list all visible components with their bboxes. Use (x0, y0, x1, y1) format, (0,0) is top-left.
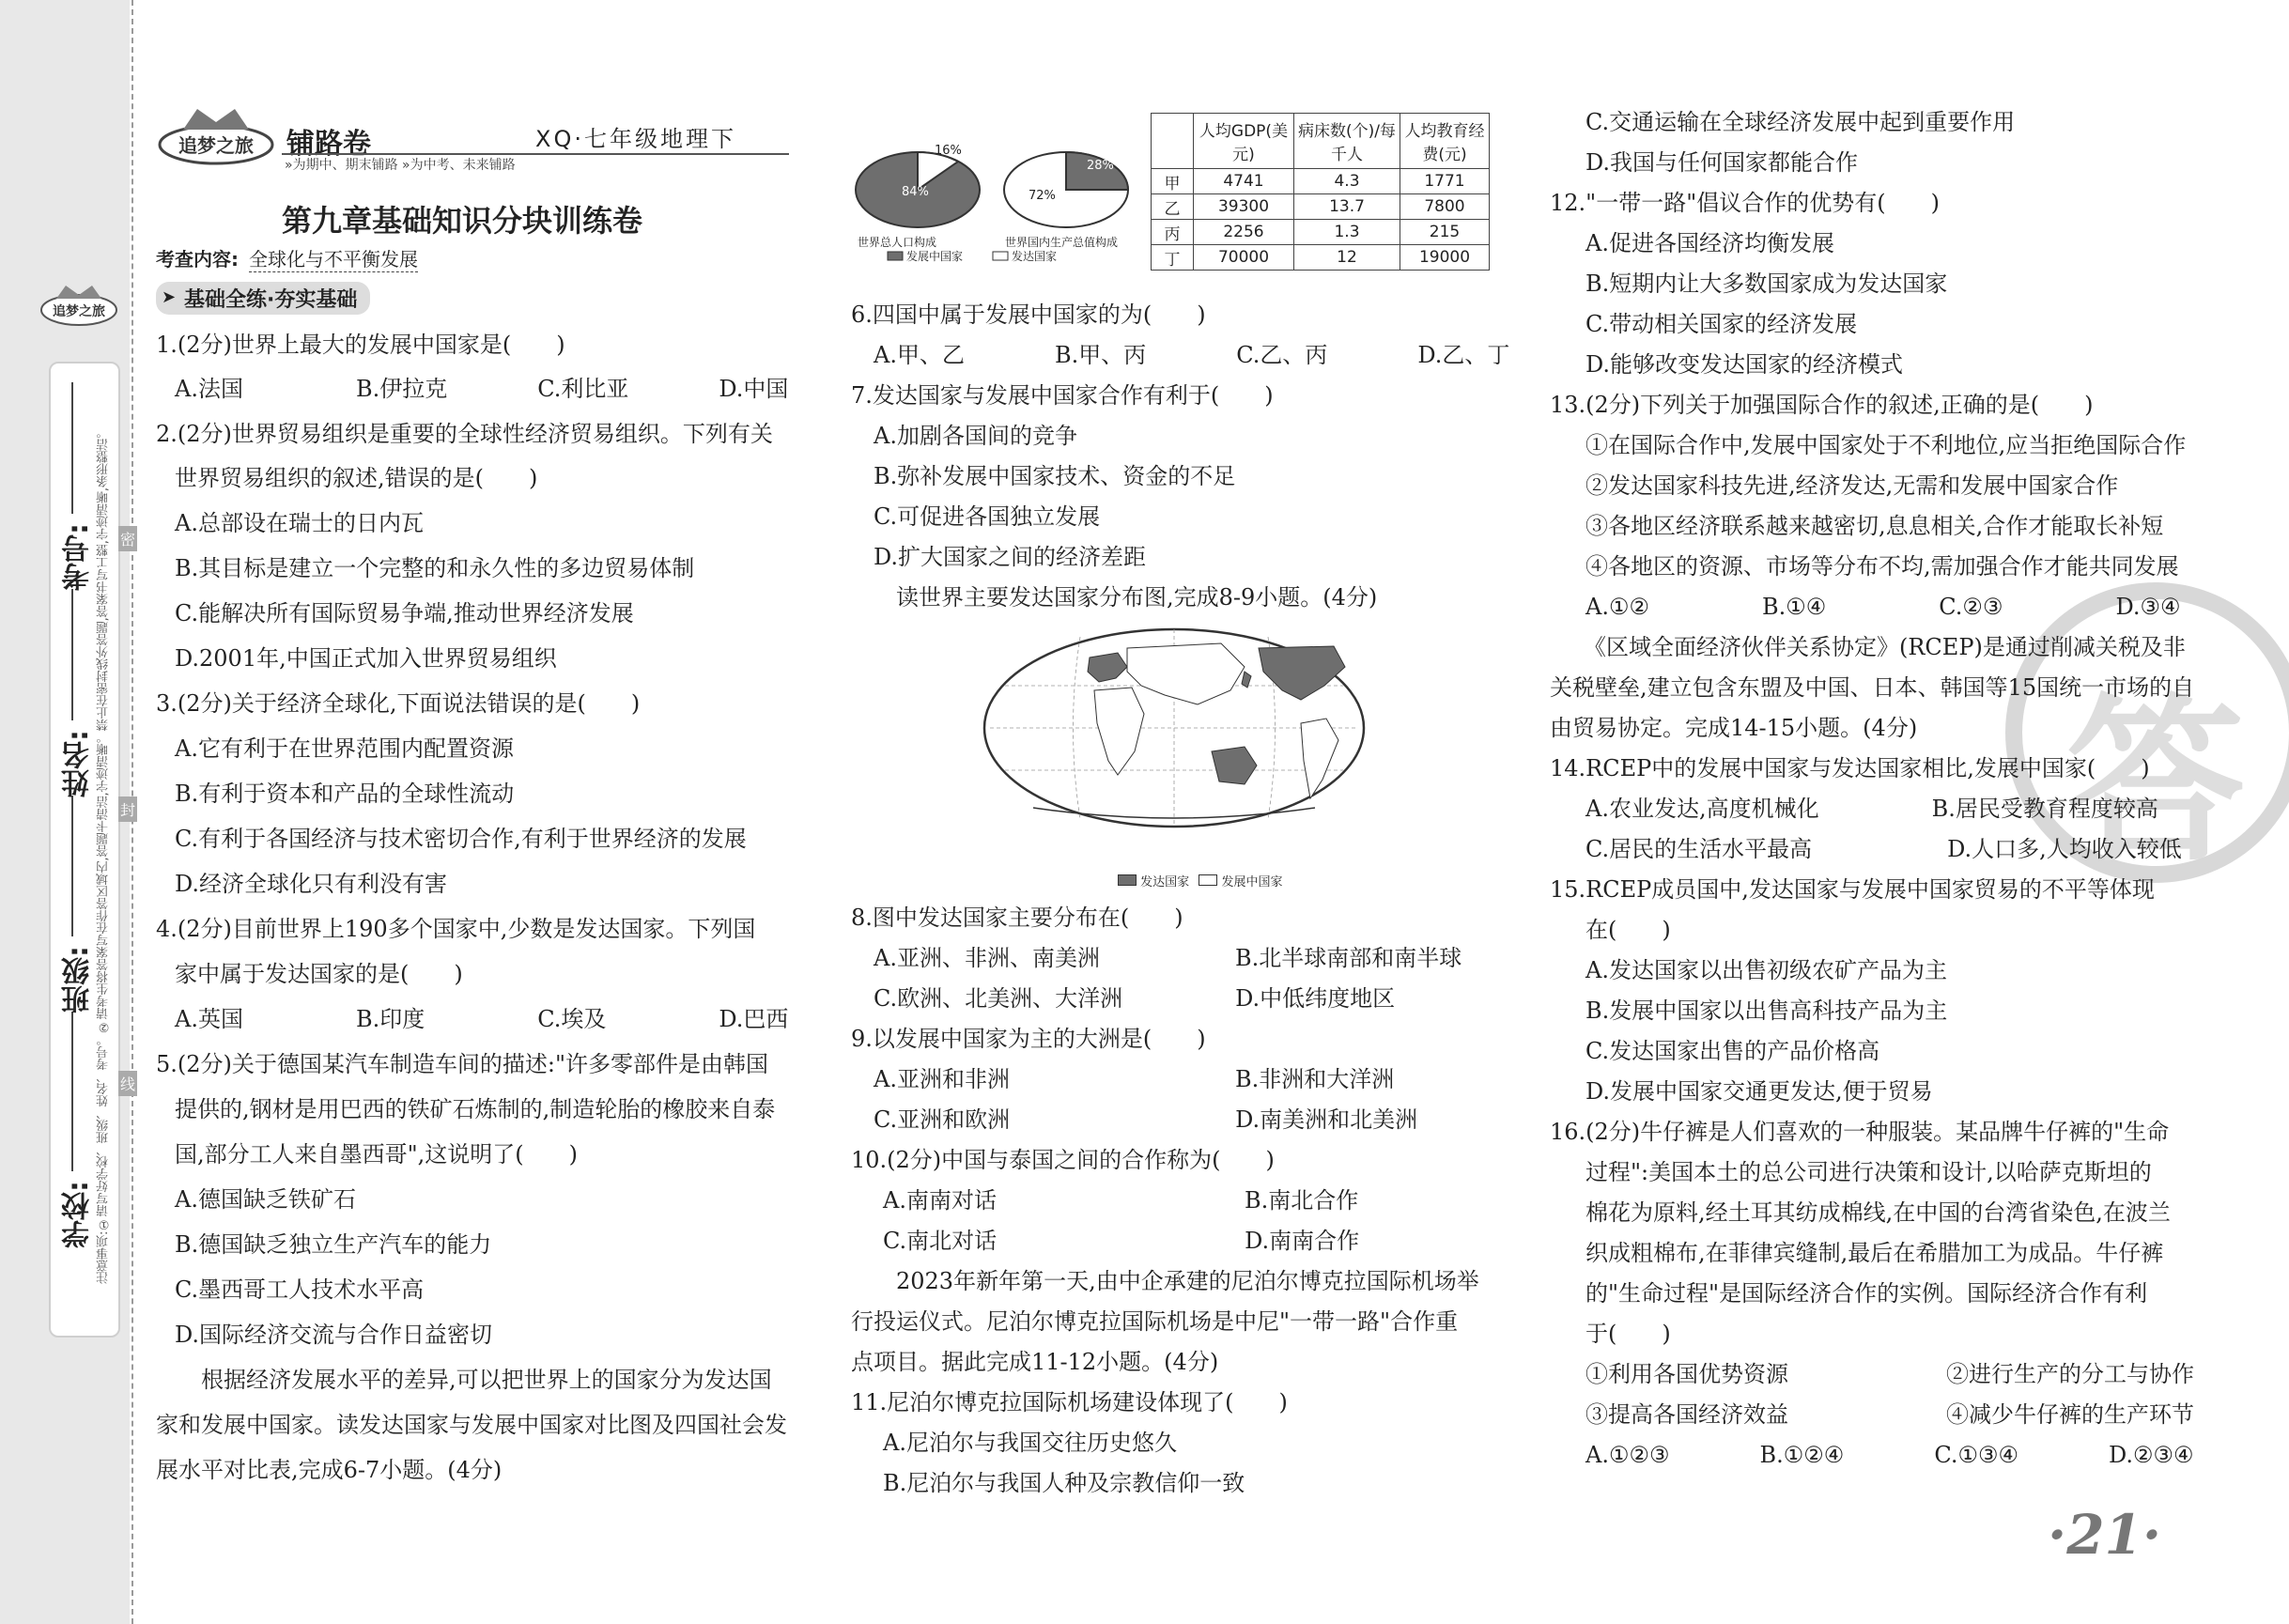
col1-line-13: 4.(2分)目前世界上190多个国家中,少数是发达国家。下列国 (156, 916, 756, 942)
exam-no-label: 考号: (62, 523, 95, 591)
col1-line-16: 5.(2分)关于德国某汽车制造车间的描述:"许多零部件是由韩国 (156, 1051, 769, 1077)
legend-swatch-developed (993, 252, 1008, 260)
col2b-line-7: A.南南对话 B.南北合作 (883, 1187, 1359, 1214)
col1-line-1: A.法国 B.伊拉克 C.利比亚 D.中国 (175, 376, 789, 402)
table-cell: 19000 (1400, 245, 1490, 271)
student-info-panel (49, 362, 120, 1338)
col3-line-10: ③各地区经济联系越来越密切,息息相关,合作才能取长补短 (1585, 513, 2164, 539)
page-title: 第九章基础知识分块训练卷 (282, 203, 643, 239)
table-row (1152, 220, 1490, 245)
col3-line-25: 16.(2分)牛仔裤是人们喜欢的一种服装。某品牌牛仔裤的"生命 (1550, 1119, 2170, 1145)
map-legend-swatch-developing (1199, 874, 1217, 886)
col2b-line-0: 8.图中发达国家主要分布在( ) (851, 905, 1183, 931)
col2b-line-2: C.欧洲、北美洲、大洋洲 D.中低纬度地区 (874, 985, 1396, 1012)
scope-value: 全球化与不平衡发展 (249, 244, 418, 272)
table-cell: 215 (1400, 220, 1490, 245)
col3-line-28: 织成粗棉布,在菲律宾缝制,最后在希腊加工为成品。牛仔裤 (1585, 1240, 2164, 1266)
table-cell: 丙 (1152, 220, 1194, 245)
col3-line-7: 13.(2分)下列关于加强国际合作的叙述,正确的是( ) (1550, 392, 2094, 418)
col1-line-3: 世界贸易组织的叙述,错误的是( ) (175, 465, 538, 491)
table-cell: 7800 (1400, 194, 1490, 220)
col3-line-29: 的"生命过程"是国际经济合作的实例。国际经济合作有利 (1585, 1280, 2148, 1307)
col2b-line-14: B.尼泊尔与我国人种及宗教信仰一致 (883, 1470, 1245, 1496)
scope-label: 考查内容: (156, 248, 239, 271)
col2b-line-6: 10.(2分)中国与泰国之间的合作称为( ) (851, 1147, 1275, 1173)
pie2-pct-large: 72% (1029, 189, 1056, 203)
table-cell: 4741 (1194, 169, 1294, 194)
pie1-pct-large: 84% (902, 185, 929, 199)
legend-swatch-developing (888, 252, 903, 260)
col3-line-27: 棉花为原料,经土耳其纺成棉线,在中国的台湾省染色,在波兰 (1585, 1199, 2171, 1226)
col2b-line-5: C.亚洲和欧洲 D.南美洲和北美洲 (874, 1106, 1418, 1133)
pie-charts (850, 131, 1141, 263)
col1-line-8: 3.(2分)关于经济全球化,下面说法错误的是( ) (156, 690, 641, 717)
col2b-line-13: A.尼泊尔与我国交往历史悠久 (883, 1430, 1177, 1456)
col2-line-2: 7.发达国家与发展中国家合作有利于( ) (851, 382, 1274, 409)
col3-line-20: 在( ) (1585, 917, 1671, 943)
page-number: ·21· (2048, 1503, 2162, 1567)
col3-line-0: C.交通运输在全球经济发展中起到重要作用 (1585, 109, 2016, 135)
table-cell: 1.3 (1294, 220, 1400, 245)
col1-line-21: C.墨西哥工人技术水平高 (175, 1276, 425, 1303)
brand-logo-icon (155, 103, 277, 169)
col3-line-4: B.短期内让大多数国家成为发达国家 (1585, 271, 1948, 297)
col2b-line-11: 点项目。据此完成11-12小题。(4分) (851, 1349, 1219, 1375)
col3-line-5: C.带动相关国家的经济发展 (1585, 311, 1858, 337)
col1-line-12: D.经济全球化只有利没有害 (175, 871, 448, 897)
col2b-line-4: A.亚洲和非洲 B.非洲和大洋洲 (874, 1066, 1395, 1092)
col1-line-2: 2.(2分)世界贸易组织是重要的全球性经济贸易组织。下列有关 (156, 421, 773, 447)
col3-line-9: ②发达国家科技先进,经济发达,无需和发展中国家合作 (1585, 472, 2119, 499)
arrow-icon: ➤ (162, 287, 177, 307)
col1-line-10: B.有利于资本和产品的全球性流动 (175, 781, 515, 807)
col2b-line-8: C.南北对话 D.南南合作 (883, 1228, 1360, 1254)
seal-mark-line: 线 (118, 1071, 137, 1096)
col1-line-4: A.总部设在瑞士的日内瓦 (175, 510, 424, 536)
name-line (71, 589, 73, 720)
watermark-char: 答 (2066, 676, 2246, 886)
table-row (1152, 169, 1490, 194)
col1-line-18: 国,部分工人来自墨西哥",这说明了( ) (175, 1141, 579, 1168)
col2b-line-12: 11.尼泊尔博克拉国际机场建设体现了( ) (851, 1389, 1288, 1415)
col3-line-26: 过程":美国本土的总公司进行决策和设计,以哈萨克斯坦的 (1585, 1159, 2152, 1185)
col3-line-8: ①在国际合作中,发展中国家处于不利地位,应当拒绝国际合作 (1585, 432, 2187, 458)
section-heading: 基础全练·夯实基础 (156, 282, 370, 315)
table-cell: 1771 (1400, 169, 1490, 194)
col3-line-24: D.发展中国家交通更发达,便于贸易 (1585, 1078, 1933, 1105)
col1-line-17: 提供的,钢材是用巴西的铁矿石炼制的,制造轮胎的橡胶来自泰 (175, 1096, 776, 1122)
table-header-cell: 人均教育经费(元) (1400, 114, 1490, 169)
school-line (71, 1012, 73, 1171)
col3-line-32: ③提高各国经济效益 ④减少牛仔裤的生产环节 (1585, 1401, 2194, 1428)
world-map (977, 620, 1371, 845)
col3-line-17: A.农业发达,高度机械化 B.居民受教育程度较高 (1585, 796, 2158, 822)
table-row (1152, 194, 1490, 220)
col2-line-5: C.可促进各国独立发展 (874, 503, 1101, 530)
col2-line-1: A.甲、乙 B.甲、丙 C.乙、丙 D.乙、丁 (874, 342, 1510, 368)
col3-line-1: D.我国与任何国家都能合作 (1585, 149, 1859, 176)
col1-line-19: A.德国缺乏铁矿石 (175, 1186, 356, 1213)
map-legend (1118, 872, 1282, 889)
col1-line-15: A.英国 B.印度 C.埃及 D.巴西 (175, 1006, 789, 1032)
table-cell: 甲 (1152, 169, 1194, 194)
col1-line-7: D.2001年,中国正式加入世界贸易组织 (175, 645, 557, 672)
col1-line-20: B.德国缺乏独立生产汽车的能力 (175, 1231, 492, 1258)
col2-line-3: A.加剧各国间的竞争 (874, 423, 1077, 449)
col3-line-3: A.促进各国经济均衡发展 (1585, 230, 1834, 256)
col3-line-2: 12."一带一路"倡议合作的优势有( ) (1550, 190, 1940, 216)
col1-line-14: 家中属于发达国家的是( ) (175, 961, 463, 987)
table-row (1152, 245, 1490, 271)
col3-line-30: 于( ) (1585, 1321, 1671, 1347)
col3-line-6: D.能够改变发达国家的经济模式 (1585, 351, 1904, 378)
table-cell: 乙 (1152, 194, 1194, 220)
col1-line-6: C.能解决所有国际贸易争端,推动世界经济发展 (175, 600, 634, 626)
brand-logo-text: 追梦之旅 (178, 134, 254, 157)
col3-line-14: 关税壁垒,建立包含东盟及中国、日本、韩国等15国统一市场的自 (1550, 674, 2195, 701)
col1-line-11: C.有利于各国经济与技术密切合作,有利于世界经济的发展 (175, 826, 747, 852)
table-cell: 39300 (1194, 194, 1294, 220)
table-header-cell: 人均GDP(美元) (1194, 114, 1294, 169)
header-rule (282, 153, 789, 155)
col1-line-24: 家和发展中国家。读发达国家与发展中国家对比图及四国社会发 (156, 1412, 787, 1438)
pie-population (856, 144, 980, 227)
pie1-caption: 世界总人口构成 (858, 236, 937, 249)
map-legend-swatch-developed (1118, 874, 1137, 886)
col1-line-5: B.其目标是建立一个完整的和永久性的多边贸易体制 (175, 555, 695, 581)
col2-line-0: 6.四国中属于发展中国家的为( ) (851, 302, 1206, 328)
map-legend-developing: 发展中国家 (1221, 875, 1283, 889)
side-logo-text: 追梦之旅 (53, 304, 105, 319)
school-label: 学校: (62, 1181, 95, 1248)
col2b-line-1: A.亚洲、非洲、南美洲 B.北半球南部和南半球 (874, 945, 1462, 971)
instructions-note: 注意事项:①请写好学校、班级、姓名、考号。②请考生将答案写在作答区域内,答题卡清洁,字迹清晰。禁止在密封线外答题,答案书写工整,字迹清晰,条形整洁。 (97, 425, 111, 1284)
pie-gdp (1004, 152, 1128, 227)
col2-line-6: D.扩大国家之间的经济差距 (874, 544, 1147, 570)
col3-line-22: B.发展中国家以出售高科技产品为主 (1585, 998, 1948, 1024)
table-cell: 70000 (1194, 245, 1294, 271)
col1-line-23: 根据经济发展水平的差异,可以把世界上的国家分为发达国 (156, 1367, 772, 1393)
pie2-caption: 世界国内生产总值构成 (1005, 236, 1119, 249)
class-label: 班级: (62, 946, 95, 1013)
col2-line-4: B.弥补发展中国家技术、资金的不足 (874, 463, 1236, 489)
exam-no-line (71, 382, 73, 514)
col3-line-19: 15.RCEP成员国中,发达国家与发展中国家贸易的不平等体现 (1550, 876, 2155, 903)
col3-line-33: A.①②③ B.①②④ C.①③④ D.②③④ (1585, 1442, 2194, 1468)
col3-line-21: A.发达国家以出售初级农矿产品为主 (1585, 957, 1947, 983)
seal-mark-secret: 密 (118, 526, 137, 551)
name-label: 姓名: (62, 730, 95, 797)
col2b-line-3: 9.以发展中国家为主的大洲是( ) (851, 1026, 1206, 1052)
map-legend-developed: 发达国家 (1140, 875, 1190, 889)
col3-line-11: ④各地区的资源、市场等分布不均,需加强合作才能共同发展 (1585, 553, 2179, 580)
table-cell: 4.3 (1294, 169, 1400, 194)
col3-line-23: C.发达国家出售的产品价格高 (1585, 1038, 1880, 1064)
legend-developed: 发达国家 (1012, 250, 1058, 263)
seal-mark-seal: 封 (118, 797, 137, 822)
table-cell: 丁 (1152, 245, 1194, 271)
col3-line-18: C.居民的生活水平最高 D.人口多,人均收入较低 (1585, 836, 2182, 862)
legend-developing: 发展中国家 (906, 250, 964, 263)
col1-line-25: 展水平对比表,完成6-7小题。(4分) (156, 1457, 503, 1483)
col3-line-13: 《区域全面经济伙伴关系协定》(RCEP)是通过削减关税及非 (1550, 634, 2186, 660)
table-header-cell: 病床数(个)/每千人 (1294, 114, 1400, 169)
col3-line-31: ①利用各国优势资源 ②进行生产的分工与协作 (1585, 1361, 2194, 1387)
grade-tag: XQ·七年级地理下 (535, 126, 736, 152)
pie2-pct-small: 28% (1087, 159, 1114, 173)
side-logo-icon (38, 282, 120, 329)
pie1-pct-small: 16% (935, 144, 962, 158)
table-header-row (1152, 114, 1490, 169)
col1-line-22: D.国际经济交流与合作日益密切 (175, 1322, 493, 1348)
series-name: 铺路卷 (286, 128, 371, 161)
class-line (71, 796, 73, 936)
country-comparison-table (1151, 113, 1490, 271)
series-slogan: »为期中、期末铺路 »为中考、未来铺路 (285, 158, 516, 173)
col3-line-12: A.①② B.①④ C.②③ D.③④ (1585, 594, 2181, 620)
col1-line-9: A.它有利于在世界范围内配置资源 (175, 735, 514, 762)
table-cell: 12 (1294, 245, 1400, 271)
col2b-line-10: 行投运仪式。尼泊尔博克拉国际机场是中尼"一带一路"合作重 (851, 1308, 1459, 1335)
col2-line-7: 读世界主要发达国家分布图,完成8-9小题。(4分) (851, 584, 1378, 611)
table-header-cell (1152, 114, 1194, 169)
table-cell: 13.7 (1294, 194, 1400, 220)
col2b-line-9: 2023年新年第一天,由中企承建的尼泊尔博克拉国际机场举 (851, 1268, 1479, 1294)
col3-line-15: 由贸易协定。完成14-15小题。(4分) (1550, 715, 1918, 741)
col1-line-0: 1.(2分)世界上最大的发展中国家是( ) (156, 332, 565, 358)
col3-line-16: 14.RCEP中的发展中国家与发达国家相比,发展中国家( ) (1550, 755, 2150, 781)
table-cell: 2256 (1194, 220, 1294, 245)
